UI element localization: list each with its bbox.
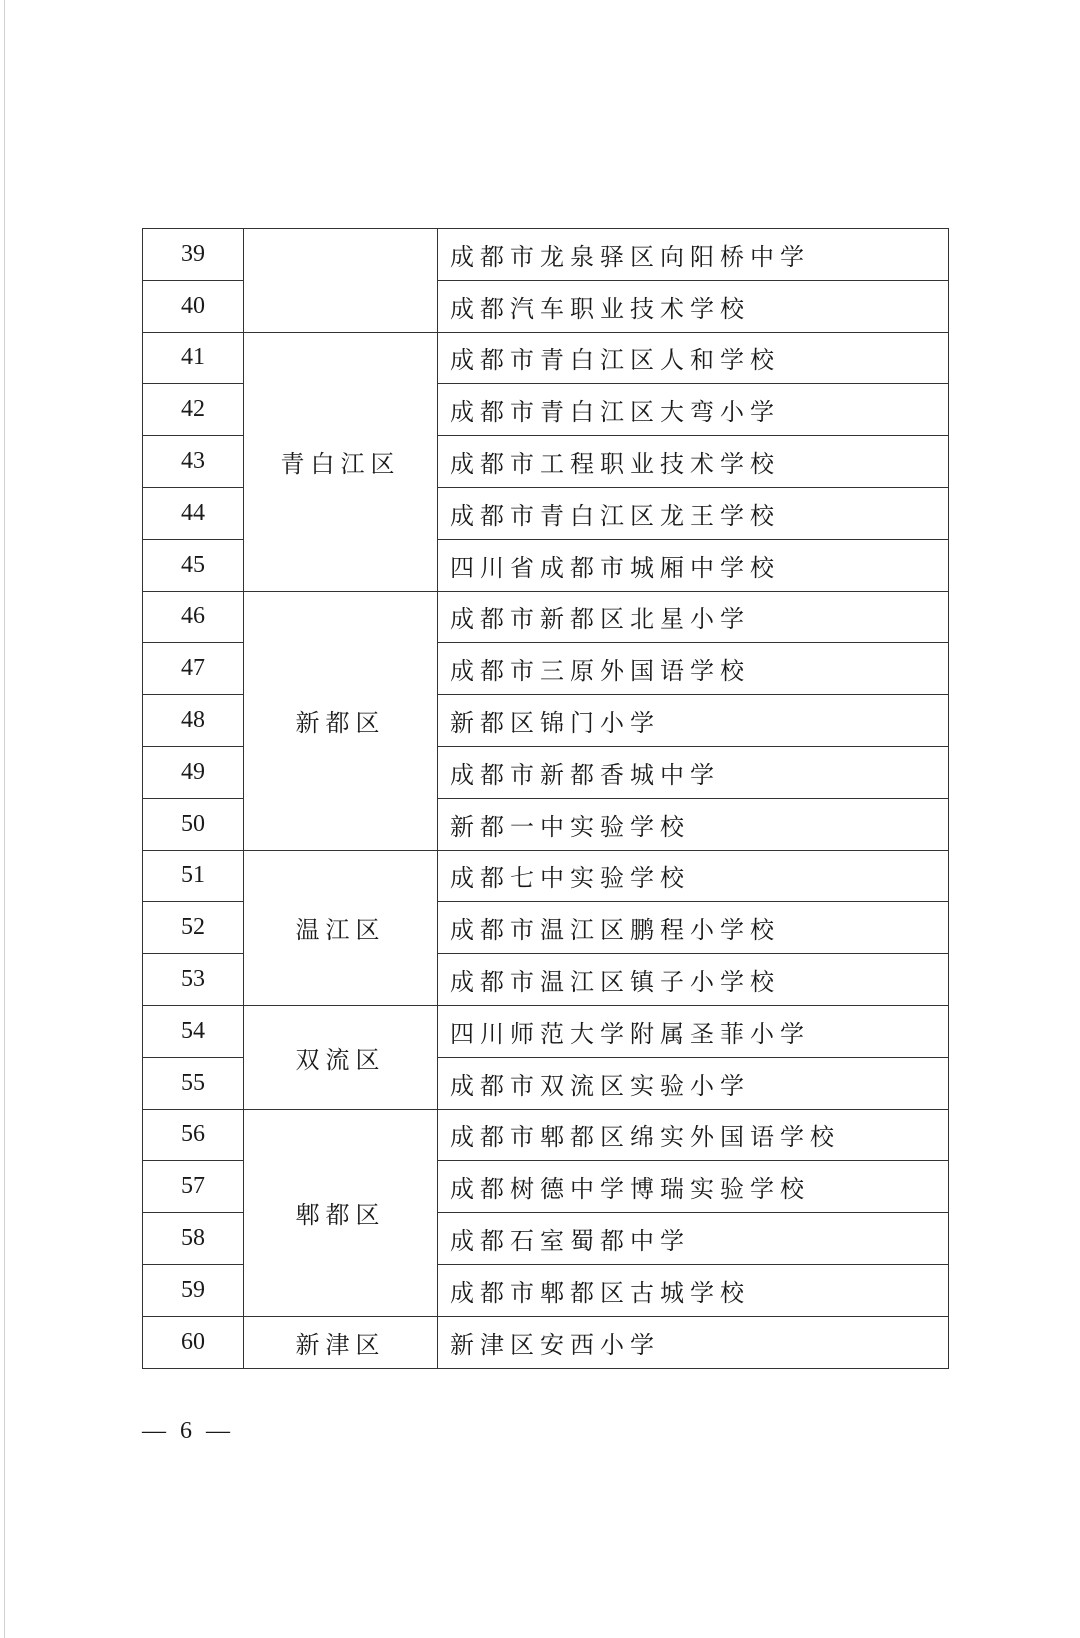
row-number: 54 bbox=[143, 1005, 244, 1057]
district-cell bbox=[244, 229, 438, 333]
school-list-table bbox=[142, 228, 949, 1369]
table-row bbox=[143, 850, 949, 902]
table-row bbox=[143, 332, 949, 384]
school-name: 成都树德中学博瑞实验学校 bbox=[438, 1161, 949, 1213]
row-number: 50 bbox=[143, 798, 244, 850]
district-cell: 双流区 bbox=[244, 1005, 438, 1109]
district-cell: 温江区 bbox=[244, 850, 438, 1005]
school-name: 成都市双流区实验小学 bbox=[438, 1057, 949, 1109]
row-number: 49 bbox=[143, 746, 244, 798]
school-name: 成都市青白江区人和学校 bbox=[438, 332, 949, 384]
school-name: 成都市温江区镇子小学校 bbox=[438, 954, 949, 1006]
row-number: 60 bbox=[143, 1316, 244, 1368]
row-number: 57 bbox=[143, 1161, 244, 1213]
district-cell: 青白江区 bbox=[244, 332, 438, 591]
school-name: 成都汽车职业技术学校 bbox=[438, 280, 949, 332]
row-number: 59 bbox=[143, 1264, 244, 1316]
row-number: 46 bbox=[143, 591, 244, 643]
school-name: 新都一中实验学校 bbox=[438, 798, 949, 850]
row-number: 51 bbox=[143, 850, 244, 902]
school-name: 成都市新都香城中学 bbox=[438, 746, 949, 798]
district-cell: 郫都区 bbox=[244, 1109, 438, 1316]
school-name: 成都石室蜀都中学 bbox=[438, 1213, 949, 1265]
row-number: 58 bbox=[143, 1213, 244, 1265]
school-name: 成都市郫都区古城学校 bbox=[438, 1264, 949, 1316]
table-row bbox=[143, 591, 949, 643]
row-number: 55 bbox=[143, 1057, 244, 1109]
school-name: 四川省成都市城厢中学校 bbox=[438, 539, 949, 591]
school-name: 成都市三原外国语学校 bbox=[438, 643, 949, 695]
school-name: 成都七中实验学校 bbox=[438, 850, 949, 902]
school-name: 成都市新都区北星小学 bbox=[438, 591, 949, 643]
row-number: 52 bbox=[143, 902, 244, 954]
school-name: 新津区安西小学 bbox=[438, 1316, 949, 1368]
row-number: 48 bbox=[143, 695, 244, 747]
school-name: 成都市工程职业技术学校 bbox=[438, 436, 949, 488]
row-number: 53 bbox=[143, 954, 244, 1006]
row-number: 43 bbox=[143, 436, 244, 488]
school-name: 成都市青白江区大弯小学 bbox=[438, 384, 949, 436]
page-number: — 6 — bbox=[142, 1418, 234, 1444]
school-name: 成都市郫都区绵实外国语学校 bbox=[438, 1109, 949, 1161]
school-name: 四川师范大学附属圣菲小学 bbox=[438, 1005, 949, 1057]
row-number: 47 bbox=[143, 643, 244, 695]
page-edge-line bbox=[4, 0, 5, 1638]
row-number: 41 bbox=[143, 332, 244, 384]
row-number: 42 bbox=[143, 384, 244, 436]
school-name: 成都市青白江区龙王学校 bbox=[438, 487, 949, 539]
row-number: 45 bbox=[143, 539, 244, 591]
row-number: 40 bbox=[143, 280, 244, 332]
table-row bbox=[143, 229, 949, 281]
school-name: 成都市龙泉驿区向阳桥中学 bbox=[438, 229, 949, 281]
district-cell: 新津区 bbox=[244, 1316, 438, 1368]
school-name: 新都区锦门小学 bbox=[438, 695, 949, 747]
row-number: 44 bbox=[143, 487, 244, 539]
table-row bbox=[143, 1005, 949, 1057]
table-row bbox=[143, 1109, 949, 1161]
table-row bbox=[143, 1316, 949, 1368]
row-number: 56 bbox=[143, 1109, 244, 1161]
row-number: 39 bbox=[143, 229, 244, 281]
school-name: 成都市温江区鹏程小学校 bbox=[438, 902, 949, 954]
district-cell: 新都区 bbox=[244, 591, 438, 850]
